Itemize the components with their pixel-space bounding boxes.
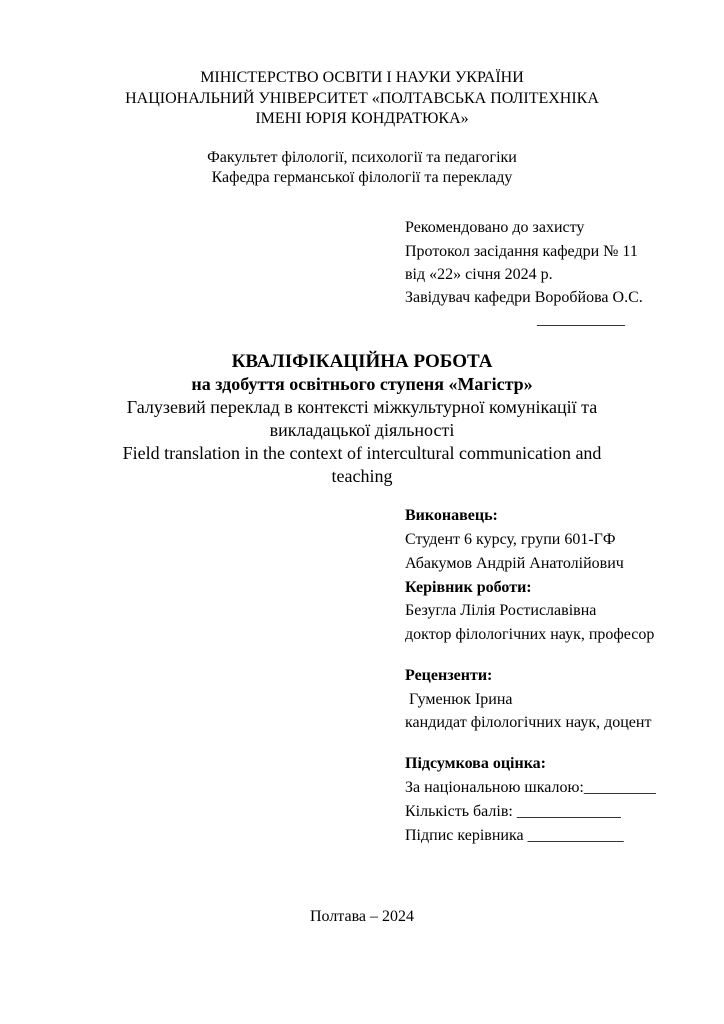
- approval-line: від «22» січня 2024 р.: [405, 266, 553, 283]
- approval-signature-line: ___________: [537, 311, 625, 328]
- supervisor-name: Безугла Лілія Ростиславівна: [405, 602, 597, 619]
- topic-en-line2: teaching: [331, 466, 393, 486]
- performer-name: Абакумов Андрій Анатолійович: [405, 555, 624, 572]
- reviewers-label: Рецензенти:: [405, 667, 493, 684]
- city-year: Полтава – 2024: [309, 908, 415, 925]
- approval-line: Завідувач кафедри Воробйова О.С.: [405, 289, 643, 306]
- supervisor-title: доктор філологічних наук, професор: [405, 626, 655, 643]
- university-name-line1: НАЦІОНАЛЬНИЙ УНІВЕРСИТЕТ «ПОЛТАВСЬКА ПОЛІТЕХНІКА: [125, 90, 599, 107]
- grade-points: Кількість балів: _____________: [405, 803, 621, 820]
- approval-line: Протокол засідання кафедри № 11: [405, 243, 638, 260]
- degree-line: на здобуття освітнього ступеня «Магістр»: [191, 374, 533, 394]
- supervisor-signature: Підпис керівника ____________: [405, 827, 624, 844]
- university-name-line2: ІМЕНІ ЮРІЯ КОНДРАТЮКА»: [255, 110, 469, 127]
- performer-group: Студент 6 курсу, групи 601-ГФ: [405, 531, 616, 548]
- performer-label: Виконавець:: [405, 507, 498, 524]
- grade-national-scale: За національною шкалою:_________: [405, 779, 656, 796]
- topic-ua-line1: Галузевий переклад в контексті міжкультурної комунікації та: [126, 397, 598, 417]
- work-title: КВАЛІФІКАЦІЙНА РОБОТА: [231, 351, 493, 372]
- faculty-name: Факультет філології, психології та педагогіки: [207, 149, 517, 166]
- topic-ua-line2: викладацької діяльності: [269, 420, 455, 440]
- ministry-name: МІНІСТЕРСТВО ОСВІТИ І НАУКИ УКРАЇНИ: [200, 69, 524, 86]
- topic-en-line1: Field translation in the context of intercultural communication and: [122, 443, 602, 463]
- supervisor-label: Керівник роботи:: [405, 579, 532, 596]
- department-name: Кафедра германської філології та перекладу: [211, 169, 513, 186]
- grade-label: Підсумкова оцінка:: [405, 755, 546, 772]
- reviewer-name: Гуменюк Ірина: [405, 691, 513, 708]
- reviewer-title: кандидат філологічних наук, доцент: [405, 714, 652, 731]
- approval-line: Рекомендовано до захисту: [405, 219, 585, 236]
